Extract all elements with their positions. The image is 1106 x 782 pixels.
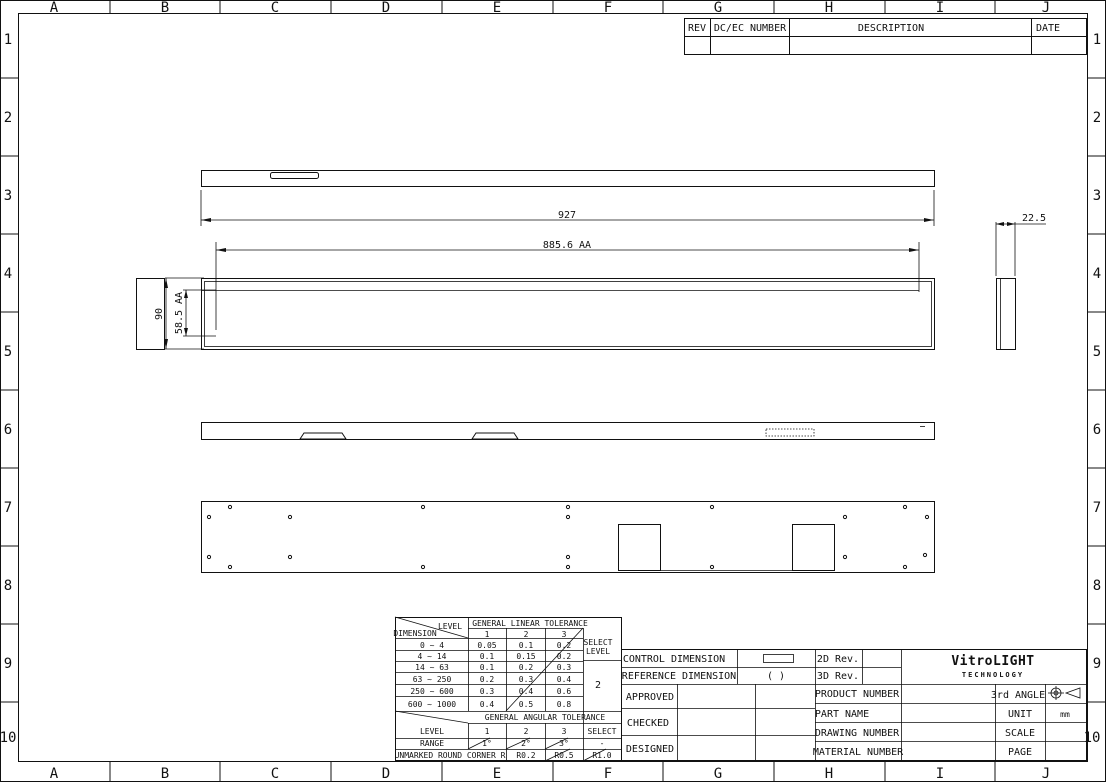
zone-row-4: 4 xyxy=(3,266,13,282)
logo-sub-text: TECHNOLOGY xyxy=(961,671,1025,679)
zone-col-d-bottom: D xyxy=(381,766,391,782)
side-view xyxy=(996,213,1046,350)
tol-corner-val-1: R0.2 xyxy=(516,751,536,760)
tol-val-2-2: 0.3 xyxy=(556,663,572,672)
tol-val-4-0: 0.3 xyxy=(479,687,495,696)
tol-select-line-1: SELECT xyxy=(583,638,613,647)
zone-row-7-right: 7 xyxy=(1092,500,1102,516)
control-dimension-label: CONTROL DIMENSION xyxy=(622,654,726,665)
reference-dimension-label: REFERENCE DIMENSION xyxy=(621,671,737,682)
tol-angular-val-1: 1° xyxy=(482,739,492,748)
dc-ec-header: DC/EC NUMBER xyxy=(713,23,787,34)
zone-row-5: 5 xyxy=(3,344,13,360)
tol-rows xyxy=(408,641,571,709)
rev-2d-label: 2D Rev. xyxy=(816,654,860,665)
reference-dimension-symbol: ( ) xyxy=(766,671,786,682)
overall-length-label: 927 xyxy=(557,210,577,221)
revision-block xyxy=(684,18,1087,55)
tol-angular-select: SELECT xyxy=(587,727,617,736)
zone-row-5-right: 5 xyxy=(1092,344,1102,360)
product-number-label: PRODUCT NUMBER xyxy=(814,689,900,700)
zone-numbers-right xyxy=(1084,32,1102,746)
tol-linear-title: GENERAL LINEAR TOLERANCE xyxy=(472,619,588,628)
tol-range-1: 4 ~ 14 xyxy=(417,652,447,661)
dimension-heights xyxy=(154,278,216,349)
zone-col-c: C xyxy=(270,0,280,16)
zone-col-i-bottom: I xyxy=(935,766,945,782)
unit-label: UNIT xyxy=(1007,709,1033,720)
top-view xyxy=(202,171,935,187)
tol-corner-val-2: R0.5 xyxy=(554,751,574,760)
tol-angular-col-3: 3 xyxy=(561,727,567,736)
tol-val-2-1: 0.2 xyxy=(518,663,534,672)
tol-angular-val-2: 2° xyxy=(521,739,531,748)
tol-val-4-2: 0.6 xyxy=(556,687,572,696)
zone-row-10-right: 10 xyxy=(1083,730,1101,746)
front-view xyxy=(137,279,935,350)
tol-val-0-2: 0.2 xyxy=(556,641,572,650)
zone-row-9: 9 xyxy=(3,656,13,672)
tol-val-0-0: 0.05 xyxy=(477,641,497,650)
zone-row-1: 1 xyxy=(3,32,13,48)
tol-val-5-1: 0.5 xyxy=(518,700,534,709)
company-logo xyxy=(951,654,1034,679)
tol-col-2: 2 xyxy=(523,630,529,639)
active-length-label: 885.6 AA xyxy=(542,240,592,251)
zone-col-c-bottom: C xyxy=(270,766,280,782)
tol-val-1-2: 0.2 xyxy=(556,652,572,661)
zone-row-3: 3 xyxy=(3,188,13,204)
tol-range-4: 250 ~ 600 xyxy=(410,687,454,696)
tol-selected-level: 2 xyxy=(594,680,602,691)
logo-main-text: VitroLIGHT xyxy=(951,654,1035,669)
tol-val-3-2: 0.4 xyxy=(556,675,572,684)
outer-frame xyxy=(1,1,1106,782)
title-block xyxy=(621,649,1087,761)
tol-range-3: 63 ~ 250 xyxy=(412,675,452,684)
zone-col-e-bottom: E xyxy=(492,766,502,782)
tol-angular-range: RANGE xyxy=(419,739,445,748)
zone-col-g: G xyxy=(713,0,723,16)
material-number-label: MATERIAL NUMBER xyxy=(812,747,904,758)
rev-3d-label: 3D Rev. xyxy=(816,671,860,682)
zone-col-h: H xyxy=(824,0,834,16)
zone-row-2: 2 xyxy=(3,110,13,126)
zone-row-6: 6 xyxy=(3,422,13,438)
tol-val-1-1: 0.15 xyxy=(516,652,536,661)
rev-header: REV xyxy=(687,23,707,34)
zone-row-7: 7 xyxy=(3,500,13,516)
tol-angular-col-1: 1 xyxy=(484,727,490,736)
zone-col-h-bottom: H xyxy=(824,766,834,782)
page-label: PAGE xyxy=(1007,747,1033,758)
zone-row-2-right: 2 xyxy=(1092,110,1102,126)
zone-col-i: I xyxy=(935,0,945,16)
projection-label: 3rd ANGLE xyxy=(990,690,1046,701)
zone-col-b: B xyxy=(160,0,170,16)
zone-col-d: D xyxy=(381,0,391,16)
tol-val-2-0: 0.1 xyxy=(479,663,495,672)
rear-view xyxy=(202,502,935,573)
tol-angular-col-2: 2 xyxy=(523,727,529,736)
zone-numbers-left xyxy=(0,32,16,746)
tol-range-2: 14 ~ 63 xyxy=(415,663,449,672)
zone-row-8-right: 8 xyxy=(1092,578,1102,594)
zone-row-1-right: 1 xyxy=(1092,32,1102,48)
zone-letters-bottom xyxy=(50,766,1050,782)
dimension-overall-length xyxy=(201,190,934,226)
tol-val-5-2: 0.8 xyxy=(556,700,572,709)
designed-label: DESIGNED xyxy=(625,744,675,755)
control-dimension-symbol xyxy=(764,655,794,663)
zone-row-6-right: 6 xyxy=(1092,422,1102,438)
third-angle-projection-icon xyxy=(1048,686,1080,700)
tol-val-1-0: 0.1 xyxy=(479,652,495,661)
tol-val-5-0: 0.4 xyxy=(479,700,495,709)
description-header: DESCRIPTION xyxy=(857,23,925,34)
tol-col-1: 1 xyxy=(484,630,490,639)
unit-value: mm xyxy=(1060,710,1070,719)
tol-val-4-1: 0.4 xyxy=(518,687,534,696)
active-height-label: 58.5 AA xyxy=(174,291,185,335)
tol-val-3-0: 0.2 xyxy=(479,675,495,684)
tol-range-0: 0 ~ 4 xyxy=(419,641,445,650)
tol-level-header: LEVEL xyxy=(437,622,463,631)
zone-col-a-bottom: A xyxy=(49,766,59,782)
checked-label: CHECKED xyxy=(626,718,670,729)
zone-col-j-bottom: J xyxy=(1041,766,1051,782)
zone-col-j: J xyxy=(1041,0,1051,16)
tol-range-5: 600 ~ 1000 xyxy=(407,700,457,709)
tol-angular-selected: - xyxy=(599,739,605,748)
zone-col-f-bottom: F xyxy=(603,766,613,782)
tol-col-3: 3 xyxy=(561,630,567,639)
tol-val-3-1: 0.3 xyxy=(518,675,534,684)
tolerance-table xyxy=(393,617,622,761)
bottom-view xyxy=(202,423,935,440)
zone-row-9-right: 9 xyxy=(1092,656,1102,672)
tol-corner-label: UNMARKED ROUND CORNER R xyxy=(394,751,506,760)
scale-label: SCALE xyxy=(1004,728,1036,739)
approved-label: APPROVED xyxy=(625,692,675,703)
zone-col-g-bottom: G xyxy=(713,766,723,782)
tol-dimension-header: DIMENSION xyxy=(393,629,437,638)
dimension-active-length xyxy=(216,240,919,330)
date-header: DATE xyxy=(1035,23,1061,34)
zone-col-a: A xyxy=(49,0,59,16)
tol-val-0-1: 0.1 xyxy=(518,641,534,650)
drawing-number-label: DRAWING NUMBER xyxy=(814,728,900,739)
tol-corner-val-3: R1.0 xyxy=(592,751,612,760)
zone-row-10: 10 xyxy=(0,730,17,746)
overall-height-label: 90 xyxy=(154,307,165,321)
tol-angular-title: GENERAL ANGULAR TOLERANCE xyxy=(484,713,606,722)
zone-col-b-bottom: B xyxy=(160,766,170,782)
zone-row-8: 8 xyxy=(3,578,13,594)
zone-col-f: F xyxy=(603,0,613,16)
tol-select-line-2: LEVEL xyxy=(585,647,611,656)
zone-row-3-right: 3 xyxy=(1092,188,1102,204)
tol-angular-level: LEVEL xyxy=(419,727,445,736)
depth-label: 22.5 xyxy=(1021,213,1047,224)
tol-angular-val-3: 3° xyxy=(559,739,569,748)
zone-row-4-right: 4 xyxy=(1092,266,1102,282)
zone-col-e: E xyxy=(492,0,502,16)
part-name-label: PART NAME xyxy=(814,709,870,720)
